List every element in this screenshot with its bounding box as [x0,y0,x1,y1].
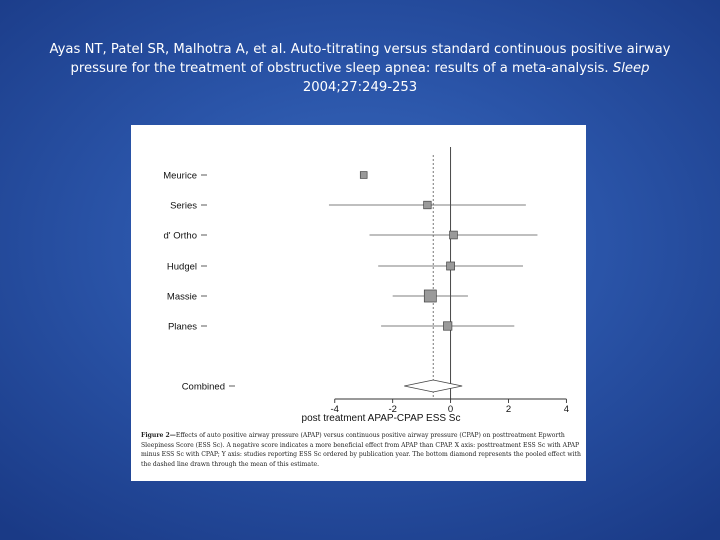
study-label: Massie [166,291,197,303]
study-label: Meurice [163,170,197,182]
study-estimate-box [424,290,436,302]
pooled-diamond [404,380,462,392]
study-label: Series [170,200,197,212]
study-label: Hudgel [166,261,197,273]
slide-title [30,40,690,97]
x-tick-label: 2 [505,404,512,415]
citation-text: Ayas NT, Patel SR, Malhotra A, et al. Auto-titrating versus standard continuous positive airway pressure for the treatment of obstructive sleep apnea: results of a meta-analysis. [49,42,671,76]
caption-prefix: Figure 2— [141,432,176,439]
forest-plot [131,125,586,431]
x-tick-label: 0 [447,404,454,415]
study-label: d' Ortho [163,230,197,242]
study-estimate-box [360,172,367,179]
study-estimate-box [447,262,455,270]
x-tick-label: 4 [563,404,570,415]
journal-name: Sleep [612,61,650,76]
study-estimate-box [450,231,458,239]
caption-text: Effects of auto positive airway pressure (APAP) versus continuous positive airway pressure (CPAP) on posttreatment Epworth Sleepiness Score (ESS Sc). A negative score indicates a more beneficial effect from APAP than CPAP. X axis: posttreatment ESS Sc with APAP minus ESS Sc with CPAP; Y axis: studies reporting ESS Sc ordered by publication year. The bottom diamond represents the pooled effect with the dashed line drawn through the mean of this estimate. [141,432,581,468]
figure-caption [141,431,581,469]
x-axis-label: post treatment APAP-CPAP ESS Sc [301,413,461,424]
x-tick-label: -4 [330,404,339,415]
combined-label: Combined [181,381,225,393]
forest-plot-figure [131,125,586,481]
study-estimate-box [443,322,451,330]
study-estimate-box [424,201,432,209]
study-label: Planes [167,321,197,333]
x-tick-label: -2 [388,404,397,415]
citation-year: 2004;27:249-253 [302,80,418,95]
